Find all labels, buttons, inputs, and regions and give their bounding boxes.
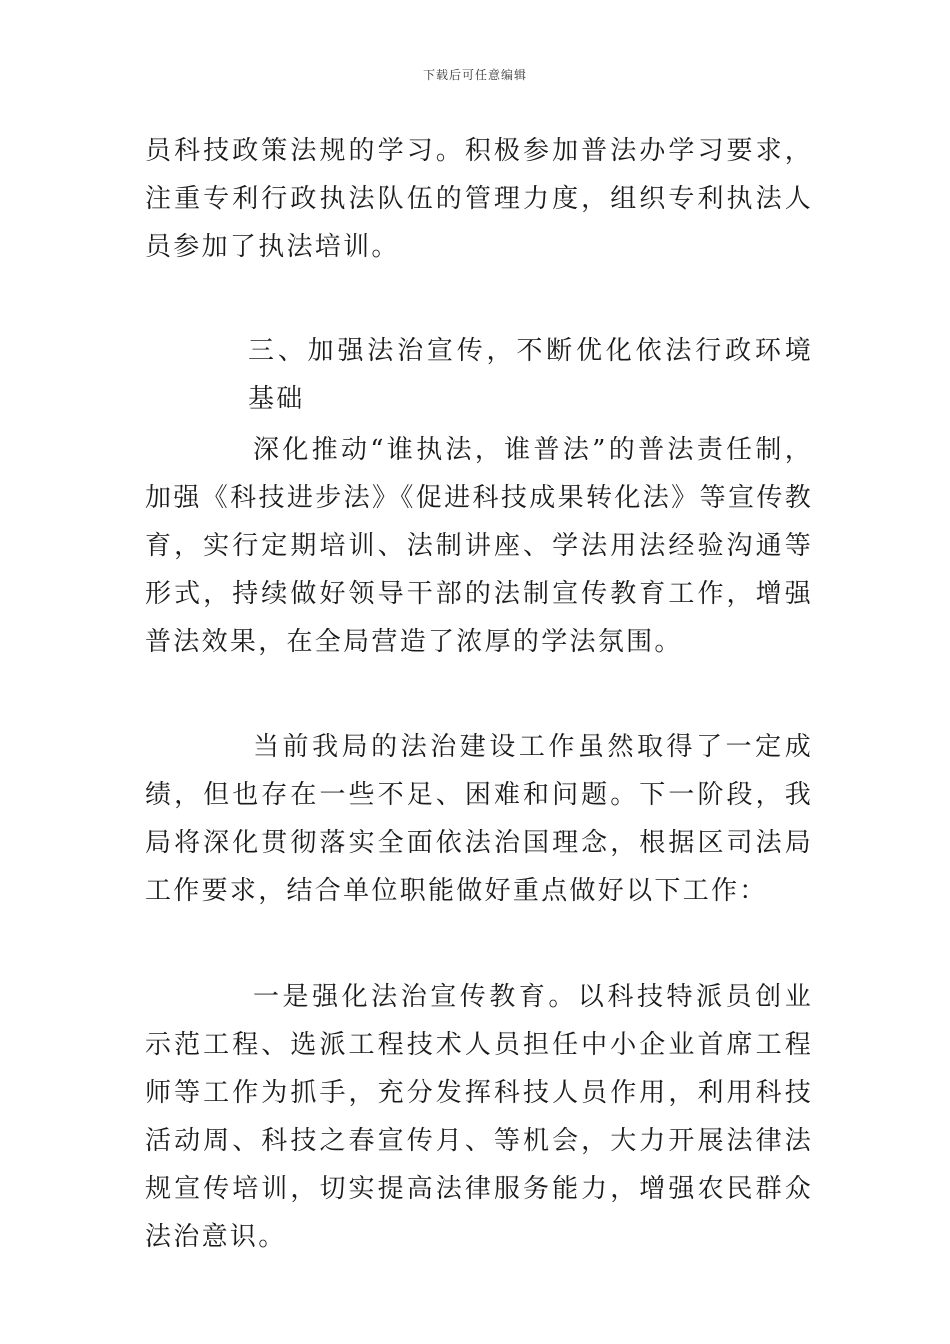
paragraph-continuation: 员科技政策法规的学习。积极参加普法办学习要求，注重专利行政执法队伍的管理力度，组织专利执法人员参加了执法培训。 — [145, 136, 813, 262]
header-note: 下载后可任意编辑 — [422, 68, 527, 82]
section-heading-3: 三、加强法治宣传，不断优化依法行政环境基础 — [248, 336, 813, 414]
paragraph-shortcomings: 当前我局的法治建设工作虽然取得了一定成绩，但也存在一些不足、困难和问题。下一阶段，我局将深化贯彻落实全面依法治国理念，根据区司法局工作要求，结合单位职能做好重点做好以下工作： — [145, 732, 813, 906]
paragraph-legal-publicity: 深化推动“谁执法，谁普法”的普法责任制，加强《科技进步法》《促进科技成果转化法》等宣传教育，实行定期培训、法制讲座、学法用法经验沟通等形式，持续做好领导干部的法制宣传教育工作，增强普法效果，在全局营造了浓厚的学法氛围。 — [145, 435, 813, 657]
paragraph-task-one: 一是强化法治宣传教育。以科技特派员创业示范工程、选派工程技术人员担任中小企业首席工程师等工作为抓手，充分发挥科技人员作用，利用科技活动周、科技之春宣传月、等机会，大力开展法律法规宣传培训，切实提高法律服务能力，增强农民群众法治意识。 — [145, 982, 813, 1252]
